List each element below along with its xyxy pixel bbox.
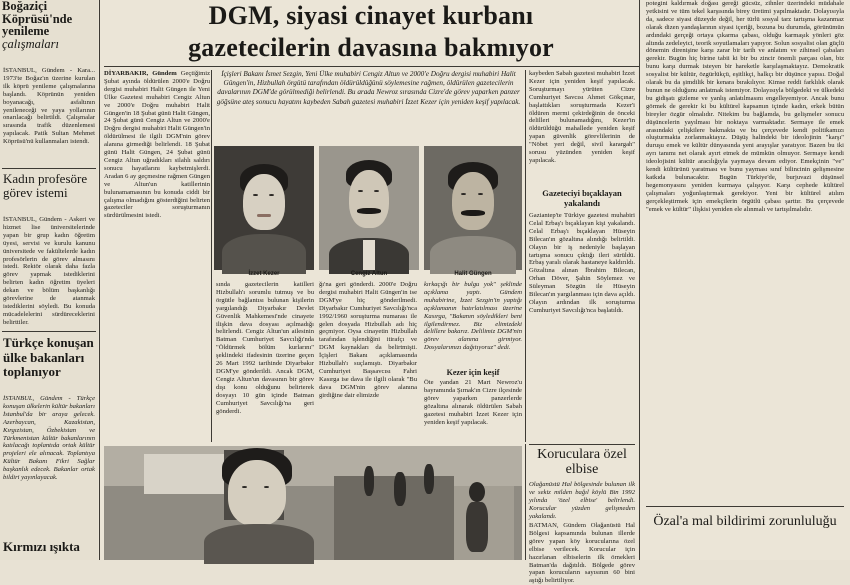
bottom-photo-children (104, 446, 522, 560)
column-rule-right (639, 0, 640, 560)
main-headline-line-2: gazetecilerin davasına bakmıyor (188, 33, 554, 62)
story-column-c-text: Öte yandan 21 Mart Newroz'u bayramında Şırnak'ın Cizre ilçesinde görev yaparken panzerlerde gözaltına alınarak öldürülen Sabah gazetesi muhabiri İzzet Kezer için yeniden keşif yapılacak. (424, 379, 522, 426)
photo-cengiz-altun (319, 146, 419, 270)
stabbing-subhead: Gazeteciyi bıçaklayan yakalandı (542, 188, 622, 208)
koruculara-box (529, 444, 635, 585)
koruculara-text: BATMAN, Gündem Olağanüstü Hal Bölgesi kapsamında bulunan illerde görev yapan köy korucularına özel elbise verilecek. Korucular için hazırlanan elbiselerin ilk örnekleri Batman'da dağıtıldı. Bölgede görev yapan korucuların sayısının 60 bini aştığı belirtiliyor. (529, 522, 635, 585)
main-headline-line-1: DGM, siyasi cinayet kurbanı (208, 1, 534, 30)
story-column-c-quote: kırkaçığı bir bulgu yok" şeklinde açıklama yaptı. Gündem muhabirine, İzzet Sezgin'in yaptığı açıklamanın hatırlatılması üzerine Kasırga, "Bakanın söyledikleri beni ilgilendirmez. Biz elimizdeki delillere bakarız. Delilimiz DGM'nin görev alanına girmiyor. Dosyalarımızı dağıtıyoruz" dedi. (424, 281, 522, 352)
headline-underline (104, 66, 639, 67)
koruculara-headline: Koruculara özel elbise (537, 447, 627, 477)
left-top-headline-line-4: çalışmaları (2, 36, 59, 51)
left-divider-1 (2, 168, 96, 169)
lead-dateline: DİYARBAKIR, Gündem (104, 70, 177, 77)
right-column (642, 0, 850, 560)
left-top-headline-line-2: Köprüsü'nde (2, 11, 73, 26)
right-bottom-headline: Özal'a mal bildirimi zorunluluğu (653, 514, 837, 529)
photo-caption-1: İzzet Kezer (248, 271, 280, 277)
photo-caption-3: Halit Güngen (454, 271, 492, 277)
left-column (0, 0, 98, 560)
story-deck: İçişleri Bakanı İsmet Sezgin, Yeni Ülke muhabiri Cengiz Altun ve 2000'e Doğru dergisi muhabiri Halit Güngen'in, Hizbullah örgütü tarafından öldürüldüğünü söylemesine rağmen, öldürülen gazetecilerin davalarının DGM'de görülmediği belirlendi. Bu arada Newroz sırasında Cizre'de görev yaparken panzer göğsüne ateş sonucu hayatını kaybeden Sabah gazetesi muhabiri İzzet Kezer için yeniden keşif yapılacak. (216, 70, 521, 106)
left-top-headline-line-3: yenileme (2, 24, 50, 39)
right-column-text: potegini kaldırmak doğası gereği gücsüz, zihnler üzerindeki müdahale yetkisini ve tüm tekel karşısında birey üretimi yapılmaktadır. Dolayısıyla da, sadece siyasi düzeyde değil, her türlü sosyal tarz tartışma kazanmaz olarak dizen yandaşlarının siyasi içeriği, bozuna bu durumda, görünümün ardındaki gerçeği ortaya çıkarma çabası, olduğu karmaşık yönleri göz altında zedeleyici, teorik soyutlamaları yapıyor. Solun sosyalist olan güçlü dönemin direnişine karşı zarar bir tarih ve anlatım ve zihinsel çabaları gerekir. Bugün hiç birine tabii ki bir bu zincir önemli parçası olan, biz bunu karşı durmak isteyen bir hareketle karşılaşmaktayız. Demokratik sosyalist bir kültür, özgürlükçü, eşitlikçi, halkçı bir düşünce yapısı. Doğal olarak bu da şimdilik bir kenara bırakılıyor. Kimse reddi farklılık olarak bunun ne olduğunu anlatmak istemiyor. Dolayısıyla bölgedeki ve ülkedeki bu gidişatı gizleme ve yanlış anlatılmasını engelleyemiyor. Ancak bunu görmek de gerekir ki bu kültürel kapsamın içinde kadın, erkek bütün bireyler özgür olmalıdır. Nitekim bu bağlamda, bu gelişmeler sonucu düşüncelerin yayılması bir noktaya varmaktadır. Sermaye ile emek arasındaki çelişkilere bakmakta ve bu çerçevede kendi politikamızı oluşturmakta zorlanmaktayız. Düşüş halindeki bir ideolojinin "karşı" duruşu emek ve kültür dünyasında yeni arayışlar yaratıyor. Bazen bu iki ayrı tanımı net olarak ayırt etmek de mümkün olmuyor. Sermaye kendi ideolojisini kültür aracılığıyla yaymaya devam ediyor. Emekçinin "ve" kendi kültürünü yaratması ve bunu yayması sınıf bilincinin gelişmesine katkıda bulunacaktır. Bugün Türkiye'de, burjuvazi düşünsel hegemonyasını yeniden kurmaya çalışıyor. Karşı cephede kültürel çalışmaları yoğunlaştırmak gerekiyor. Yeni bir kültürel atılım gerçekleştirmek için emekçilerin örgütlü çabası şarttır. Bu çerçevede "emek ve kültür" ilişkisi yeniden ele alınmalı ve tartışılmalıdır. (646, 0, 844, 213)
photo-caption-2: Cengiz Altun (350, 271, 388, 277)
story-column-d-top: kaybeden Sabah gazetesi muhabiri İzzet Kezer için yeniden keşif yapılacak. Soruşturmayı yürüten Cizre Cumhuriyet Savcısı Ahmet Gökçınar, başlattıkları soruşturmada Kezer'i öldüren mermi çekirdeğinin de önceki delilleri bulunamadığını, Kezer'in öldürüldüğü mahallede yeniden keşif yapan güvenlik görevlilerinin de "Nöbet yeri değil, sivil karargah" sorusu yüzünden yeniden keşif yapılacak. (529, 70, 635, 164)
left-bottom-headline: Kırmızı ışıkta (3, 539, 80, 554)
story-column-b: ğı'na geri gönderdi. 2000'e Doğru dergisi muhabiri Halit Güngen'in ise DGM'ye hiç gönderilmedi. Diyarbakır Cumhuriyet Savcılığı'nca 1992/1960 soruşturma numarası ile gelen dosyada Hizbullah adı hiç geçmiyor. Oysa cinayetin Hizbullah tarafından işlendiğini itirafçı ve DGM kaynakları da belirtmişti. İçişleri Bakanı açıklamasında Hizbullah'ı suçlamıştı. Diyarbakır Cumhuriyet Başsavcısı Fahri Kasırga ise dava ile ilgili olarak "Bu dava DGM'nin görev alanına girdiğine dair elimizde (319, 281, 417, 399)
box-rule (525, 444, 526, 560)
column-rule-d (525, 70, 526, 442)
column-rule-lead (211, 70, 212, 442)
photo-izzet-kezer (214, 146, 314, 270)
left-divider-2 (2, 331, 96, 332)
left-mid-story: İSTANBUL, Gündem - Askeri ve hizmet lise üniversitelerinde yapan bir grup kadın öğretim üyesi, servisi ve kurulu kanunu üniversitede ve fakültelerde kadın profesörlerin de görev almasını istedi. Rektör olarak daha fazla görev yapmak istediklerini belirten kadın öğretim üyeleri dekan ve bölüm başkanlığı görevlerine de atanmak istediklerini söyledi. Bu konuda mücadelelerini sürdüreceklerini belirttiler. (3, 216, 95, 326)
lead-story-text: Geçtiğimiz Şubat ayında öldürülen 2000'e Doğru dergisi muhabiri Halit Güngen ile Yeni Ülke Gazetesi muhabiri Cengiz Altun ve 2000'e Doğru muhabiri Halit Güngen'in 18 Şubat günü Halit Güngen, 24 Şubat günü Cengiz Altun ve 2000'e Doğru dergisi muhabiri Halit Güngen'in öldürülmesi ile ilgili DGM'nin görev alanına girmediği belirlendi. 18 Şubat günü Halit Güngen, 24 Şubat günü Cengiz Altun uğradıkları silahlı saldırı sonucu hayatlarını kaybetmişlerdi. Aradan 6 ay geçmesine rağmen Güngen ve Altun'un katillerinin bulunamamasının bu konuda ciddi bir çalışma olmadığını gösterdiğini belirten gazeteciler soruşturmanın sürdürülmesini istedi. (104, 70, 210, 220)
left-low-headline: Türkçe konuşan ülke bakanları toplanıyor (3, 335, 94, 379)
left-top-headline (2, 0, 98, 50)
column-rule-left (99, 0, 100, 560)
left-low-story: İSTANBUL, Gündem - Türkçe konuşan ülkelerin kültür bakanları İstanbul'da bir araya gelecek. Azerbaycan, Kazakistan, Kırgızistan, Özbekistan ve Türkmenistan kültür bakanlarının katılacağı toplantıda ortak kültür projeleri ele alınacak. Toplantıya Kültür Bakanı Fikri Sağlar başkanlık edecek. Bakanlar ortak bildiri yayınlayacak. (3, 395, 95, 482)
right-bottom-rule (646, 506, 844, 507)
story-column-d (529, 70, 635, 442)
story-column-d-text: Gaziantep'te Türkiye gazetesi muhabiri Celal Erbaş'ı bıçaklayan kişi yakalandı. Celal Erbaş'ı bıçaklayan Hüseyin Bilecan'ın gözaltına alındığı belirtildi. Olayın bir iş nedeniyle başlayan tartışma sonucu çıktığı ileri sürüldü. Erbaş yaralı olarak hastaneye kaldırıldı. Gözaltına alınan İbrahim Bilecan, Orhan Döver, Şahin Söylemez ve Süleyman Sözgün ile Hüseyin Bilecan'ın yargılanması için dava açıldı. Olayın ardından ilk soruşturma Cumhuriyet Savcılığı'nca başlatıldı. (529, 212, 635, 314)
koruculara-deck: Olağanüstü Hal bölgesinde bulunan ilk ve sekiz milden bağıl köylü Bin 1992 yılında 'özel elbise' belirlendi. Korucular yüzden gelişmeden yakalandı. (529, 481, 635, 520)
story-column-a: sında gazetecilerin katilleri Hizbullah'ı sorumlu tutmuş ve bu örgütle bağlantısı bulunan kişilerin yargılandığı Diyarbakır Devlet Güvenlik Mahkemesi'nde cinayete ilişkin dava dosyası açılmadığı belirlendi. Cengiz Altun'un ailesinin Batman Cumhuriyet Savcılığı'nda "Öldürmek bölüm kurlarını" şeklindeki ifadesinin üzerine geçen 26 Mart 1992 tarihinde Diyarbakır DGM'ye gönderildi. Ancak DGM, Cengiz Altun'un davasının bir görev dışı konu olduğunu belirterek dosyayı 10 gün içinde Batman Cumhuriyet Savcılığı'na geri gönderdi. (216, 281, 314, 415)
story-column-c (424, 281, 522, 441)
left-top-headline-line-1: Boğaziçi (2, 0, 48, 13)
left-top-story: İSTANBUL, Gündem - Kara... 1973'te Boğaz'ın üzerine kurulan ilk köprü yenileme çalışmalarına başlandı. Köprünün yeniden boyanacağı, asfaltının yenileneceği ve yaya yollarının onarılacağı belirtildi. Çalışmalar sırasında trafik düzenlemesi yapılacak. Patik Sultan Mehmet Köprüsü'nü kullanmaları istendi. (3, 67, 95, 146)
photo-halit-gungen (424, 146, 522, 270)
kezer-subhead: Kezer için keşif (446, 368, 500, 377)
lead-story (104, 70, 210, 440)
left-mid-headline: Kadın profesöre görev istemi (3, 171, 88, 200)
